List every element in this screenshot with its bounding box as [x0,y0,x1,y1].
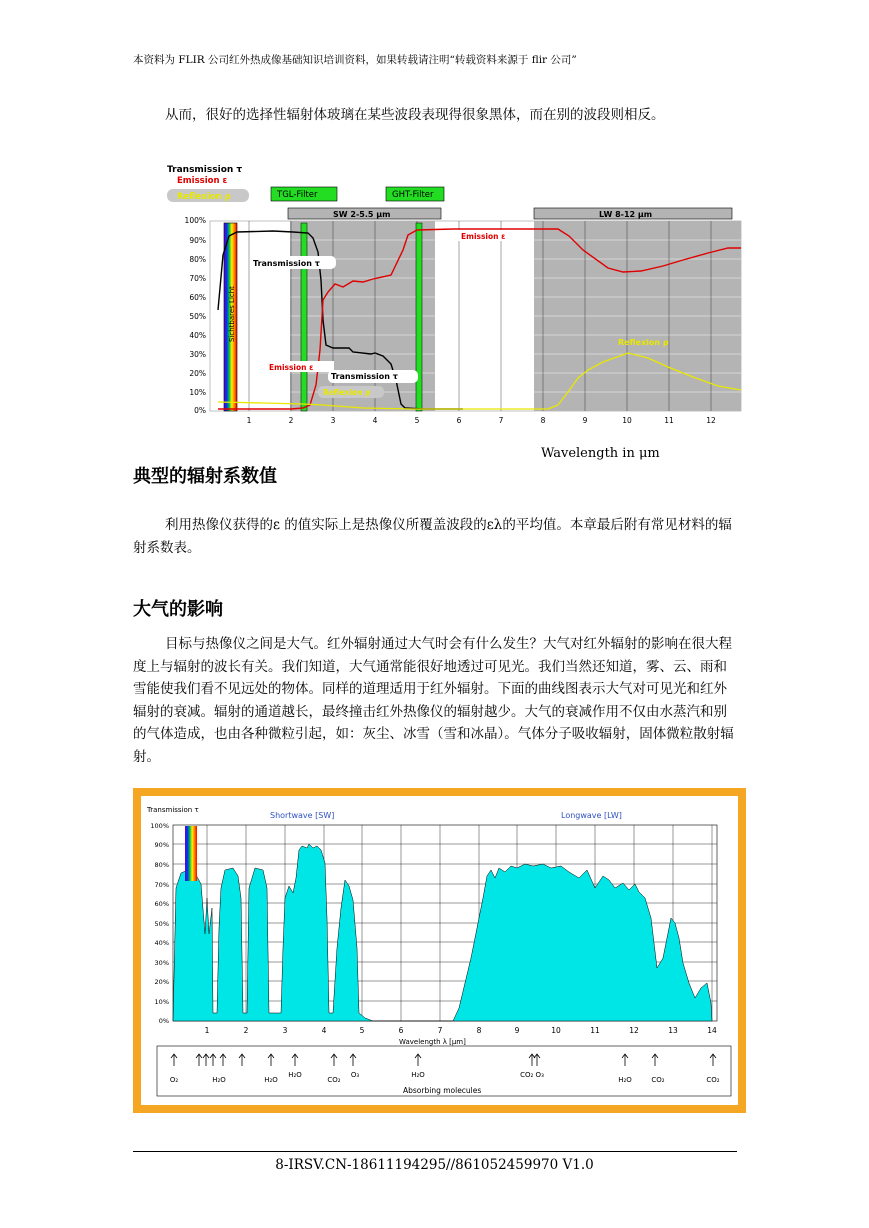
x-tick: 10 [551,1026,561,1035]
fig1-y-ticks [185,216,206,415]
x-tick: 2 [288,416,294,425]
x-tick: 13 [668,1026,678,1035]
x-tick: 6 [398,1026,404,1035]
x-tick: 10 [622,416,632,425]
x-tick: 1 [246,416,252,425]
molecule-label: CO₂ [706,1076,720,1084]
section-text-atmosphere: 目标与热像仪之间是大气。红外辐射通过大气时会有什么发生？大气对红外辐射的影响在很大程度上与辐射的波长有关。我们知道，大气通常能很好地透过可见光。我们当然还知道，雾、云、雨和雪能使我们看不见远处的物体。同样的道理适用于红外辐射。下面的曲线图表示大气对可见光和红外辐射的衰减。辐射的通道越长，最终撞击红外热像仪的辐射越少。大气的衰减作用不仅由水蒸汽和别的气体造成，也由各种微粒引起，如：灰尘、冰雪（雪和冰晶）。气体分子吸收辐射，固体微粒散射辐射。 [133,636,734,765]
visible-light-label: Sichtbares Licht [228,286,236,342]
fig2-ylabel: Transmission τ [147,806,199,814]
y-tick: 30% [154,959,169,967]
legend-reflexion: Reflexion ρ [177,192,231,202]
emission-transmission-chart [163,160,743,430]
y-tick: 10% [189,388,206,397]
molecule-label: H₂O [288,1071,302,1079]
y-tick: 0% [158,1017,169,1025]
y-tick: 70% [154,881,169,889]
shortwave-label: Shortwave [SW] [270,811,335,820]
y-tick: 10% [154,998,169,1006]
y-tick: 60% [154,900,169,908]
transmission-low-label: Transmission τ [331,372,398,381]
x-tick: 7 [498,416,504,425]
y-tick: 90% [154,841,169,849]
x-tick: 1 [204,1026,210,1035]
x-tick: 5 [414,416,420,425]
molecule-label: CO₂ [651,1076,665,1084]
lw-band-label: LW 8-12 μm [599,210,653,219]
y-tick: 30% [189,350,206,359]
molecule-label: O₃ [350,1071,360,1079]
section-text-emissivity: 利用热像仪获得的ε 的值实际上是热像仪所覆盖波段的ελ的平均值。本章最后附有常见材料的辐射系数表。 [133,517,732,556]
legend-emission: Emission ε [177,176,228,186]
x-tick: 8 [476,1026,482,1035]
x-tick: 11 [664,416,674,425]
y-tick: 60% [189,293,206,302]
page-footer: 8-IRSV.CN-18611194295//861052459970 V1.0 [275,1157,594,1173]
fig1-xlabel: Wavelength in μm [541,446,660,461]
x-tick: 12 [706,416,716,425]
reflexion-right-label: Reflexion ρ [618,338,669,347]
intro-text: 从而，很好的选择性辐射体玻璃在某些波段表现得很象黑体，而在别的波段则相反。 [165,107,665,123]
y-tick: 100% [184,216,206,225]
y-tick: 40% [154,939,169,947]
fig1-x-ticks [247,416,716,425]
x-tick: 14 [707,1026,717,1035]
x-tick: 11 [590,1026,600,1035]
x-tick: 5 [359,1026,365,1035]
transmission-mid-label: Transmission τ [253,259,320,268]
y-tick: 70% [189,274,206,283]
section-title-atmosphere: 大气的影响 [133,599,223,620]
x-tick: 9 [514,1026,520,1035]
reflexion-low-label: Reflexion ρ [323,388,371,397]
molecule-label: O₂ [169,1076,179,1084]
y-tick: 80% [154,861,169,869]
molecule-label: H₂O [411,1071,425,1079]
molecule-label: H₂O [618,1076,632,1084]
fig2-xlabel: Wavelength λ [μm] [399,1038,466,1046]
y-tick: 90% [189,236,206,245]
molecule-label: CO₂ O₃ [520,1071,544,1079]
page-header: 本资料为 FLIR 公司红外热成像基础知识培训资料，如果转载请注明“转载资料来源于 flir 公司” [133,54,577,66]
emission-top-label: Emission ε [461,232,506,241]
x-tick: 4 [372,416,378,425]
y-tick: 80% [189,255,206,264]
x-tick: 2 [243,1026,249,1035]
longwave-label: Longwave [LW] [561,811,622,820]
absorbing-molecules-label: Absorbing molecules [403,1086,482,1095]
section-title-emissivity: 典型的辐射系数值 [133,466,277,487]
sw-band-label: SW 2-5.5 μm [333,210,391,219]
ght-filter-label: GHT-Filter [392,190,434,200]
molecule-label: CO₂ [327,1076,341,1084]
tgl-filter-label: TGL-Filter [277,190,318,200]
x-tick: 8 [540,416,546,425]
x-tick: 3 [282,1026,288,1035]
x-tick: 6 [456,416,462,425]
x-tick: 3 [330,416,336,425]
emission-low-label: Emission ε [269,363,314,372]
molecule-label: H₂O [264,1076,278,1084]
y-tick: 20% [154,978,169,986]
y-tick: 0% [194,406,206,415]
y-tick: 100% [150,822,169,830]
footer-divider [133,1151,737,1152]
atmospheric-transmission-chart [133,788,746,1113]
x-tick: 4 [321,1026,327,1035]
y-tick: 50% [189,312,206,321]
x-tick: 12 [629,1026,639,1035]
molecule-label: H₂O [212,1076,226,1084]
legend-transmission: Transmission τ [167,165,243,175]
x-tick: 7 [437,1026,443,1035]
y-tick: 20% [189,369,206,378]
y-tick: 40% [189,331,206,340]
x-tick: 9 [582,416,588,425]
y-tick: 50% [154,920,169,928]
